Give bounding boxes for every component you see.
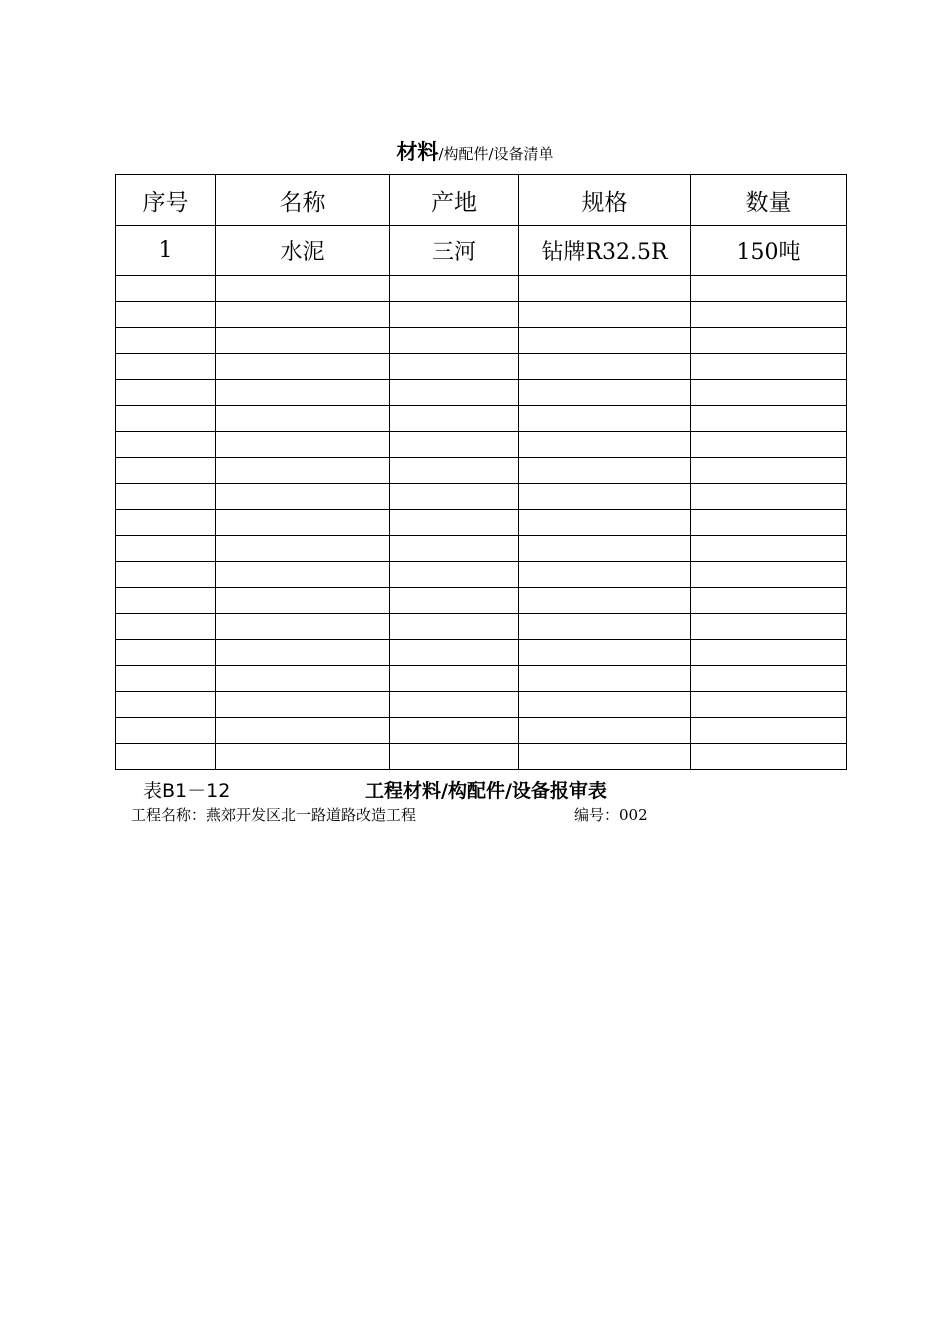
- table-row-empty: [116, 614, 847, 640]
- header-serial-number: 序号: [116, 175, 216, 226]
- cell-specification: 钻牌R32.5R: [519, 226, 691, 276]
- empty-cell: [390, 328, 519, 354]
- empty-cell: [390, 354, 519, 380]
- list-title-rest: /构配件/设备清单: [438, 145, 554, 163]
- empty-cell: [519, 458, 691, 484]
- empty-cell: [519, 406, 691, 432]
- empty-cell: [519, 328, 691, 354]
- empty-cell: [519, 744, 691, 770]
- list-title-main: 材料: [396, 140, 439, 164]
- table-row-empty: [116, 458, 847, 484]
- empty-cell: [519, 640, 691, 666]
- table-row-empty: [116, 692, 847, 718]
- empty-cell: [519, 276, 691, 302]
- empty-cell: [691, 562, 847, 588]
- empty-cell: [116, 562, 216, 588]
- empty-cell: [116, 744, 216, 770]
- empty-cell: [390, 692, 519, 718]
- table-row-empty: [116, 536, 847, 562]
- empty-cell: [116, 380, 216, 406]
- empty-cell: [116, 510, 216, 536]
- table-row: [116, 226, 847, 276]
- form-name: 工程材料/构配件/设备报审表: [365, 780, 607, 802]
- empty-cell: [216, 640, 390, 666]
- empty-cell: [216, 354, 390, 380]
- empty-cell: [116, 536, 216, 562]
- empty-cell: [691, 510, 847, 536]
- empty-cell: [116, 484, 216, 510]
- empty-cell: [691, 744, 847, 770]
- empty-cell: [390, 484, 519, 510]
- table-row-empty: [116, 406, 847, 432]
- table-row-empty: [116, 302, 847, 328]
- table-row-empty: [116, 484, 847, 510]
- empty-cell: [116, 588, 216, 614]
- empty-cell: [216, 328, 390, 354]
- header-specification: 规格: [519, 175, 691, 226]
- cell-quantity: 150吨: [691, 226, 847, 276]
- empty-cell: [216, 588, 390, 614]
- empty-cell: [390, 432, 519, 458]
- empty-cell: [216, 302, 390, 328]
- form-code: 表B1－12: [143, 780, 231, 802]
- empty-cell: [216, 484, 390, 510]
- form-footer: [0, 776, 950, 802]
- empty-cell: [691, 302, 847, 328]
- empty-cell: [691, 588, 847, 614]
- table-row-empty: [116, 510, 847, 536]
- empty-cell: [691, 276, 847, 302]
- table-row-empty: [116, 744, 847, 770]
- empty-cell: [390, 588, 519, 614]
- empty-cell: [519, 432, 691, 458]
- table-row-empty: [116, 276, 847, 302]
- empty-cell: [390, 640, 519, 666]
- header-name: 名称: [216, 175, 390, 226]
- empty-cell: [216, 718, 390, 744]
- empty-cell: [116, 614, 216, 640]
- empty-cell: [519, 666, 691, 692]
- empty-cell: [691, 484, 847, 510]
- empty-cell: [116, 640, 216, 666]
- empty-cell: [390, 666, 519, 692]
- empty-cell: [519, 536, 691, 562]
- empty-cell: [390, 536, 519, 562]
- empty-cell: [116, 276, 216, 302]
- empty-cell: [691, 666, 847, 692]
- table-row-empty: [116, 718, 847, 744]
- table-row-empty: [116, 328, 847, 354]
- empty-cell: [691, 406, 847, 432]
- empty-cell: [519, 692, 691, 718]
- table-row-empty: [116, 666, 847, 692]
- empty-cell: [519, 588, 691, 614]
- project-name: 工程名称：燕郊开发区北一路道路改造工程: [131, 806, 417, 824]
- table-row-empty: [116, 640, 847, 666]
- empty-cell: [216, 406, 390, 432]
- empty-cell: [216, 276, 390, 302]
- empty-cell: [116, 718, 216, 744]
- header-origin: 产地: [390, 175, 519, 226]
- empty-cell: [691, 718, 847, 744]
- table-header-row: [116, 175, 847, 226]
- empty-cell: [216, 380, 390, 406]
- empty-cell: [216, 744, 390, 770]
- empty-cell: [691, 614, 847, 640]
- empty-cell: [390, 458, 519, 484]
- empty-cell: [519, 562, 691, 588]
- empty-cell: [519, 484, 691, 510]
- empty-cell: [216, 666, 390, 692]
- empty-cell: [691, 536, 847, 562]
- empty-cell: [519, 302, 691, 328]
- empty-cell: [216, 692, 390, 718]
- cell-name: 水泥: [216, 226, 390, 276]
- empty-cell: [691, 432, 847, 458]
- serial-number: 编号：002: [574, 806, 648, 824]
- empty-cell: [390, 380, 519, 406]
- empty-cell: [390, 562, 519, 588]
- cell-origin: 三河: [390, 226, 519, 276]
- table-row-empty: [116, 588, 847, 614]
- empty-cell: [691, 640, 847, 666]
- empty-cell: [390, 276, 519, 302]
- cell-serial-number: 1: [116, 226, 216, 276]
- empty-cell: [519, 354, 691, 380]
- materials-table: [115, 174, 847, 770]
- empty-cell: [216, 562, 390, 588]
- empty-cell: [519, 614, 691, 640]
- empty-cell: [116, 328, 216, 354]
- empty-cell: [390, 744, 519, 770]
- empty-cell: [390, 302, 519, 328]
- empty-cell: [390, 718, 519, 744]
- header-quantity: 数量: [691, 175, 847, 226]
- table-body: [116, 226, 847, 770]
- empty-cell: [216, 432, 390, 458]
- empty-cell: [691, 380, 847, 406]
- empty-cell: [691, 328, 847, 354]
- table-row-empty: [116, 380, 847, 406]
- table-row-empty: [116, 432, 847, 458]
- empty-cell: [116, 302, 216, 328]
- empty-cell: [691, 692, 847, 718]
- empty-cell: [216, 510, 390, 536]
- list-title: [0, 136, 950, 166]
- empty-cell: [216, 458, 390, 484]
- empty-cell: [116, 406, 216, 432]
- empty-cell: [390, 406, 519, 432]
- empty-cell: [519, 718, 691, 744]
- table-row-empty: [116, 562, 847, 588]
- table-row-empty: [116, 354, 847, 380]
- empty-cell: [116, 692, 216, 718]
- empty-cell: [216, 536, 390, 562]
- empty-cell: [390, 510, 519, 536]
- empty-cell: [390, 614, 519, 640]
- empty-cell: [216, 614, 390, 640]
- empty-cell: [519, 510, 691, 536]
- empty-cell: [691, 458, 847, 484]
- empty-cell: [116, 458, 216, 484]
- empty-cell: [116, 432, 216, 458]
- empty-cell: [519, 380, 691, 406]
- empty-cell: [691, 354, 847, 380]
- empty-cell: [116, 666, 216, 692]
- empty-cell: [116, 354, 216, 380]
